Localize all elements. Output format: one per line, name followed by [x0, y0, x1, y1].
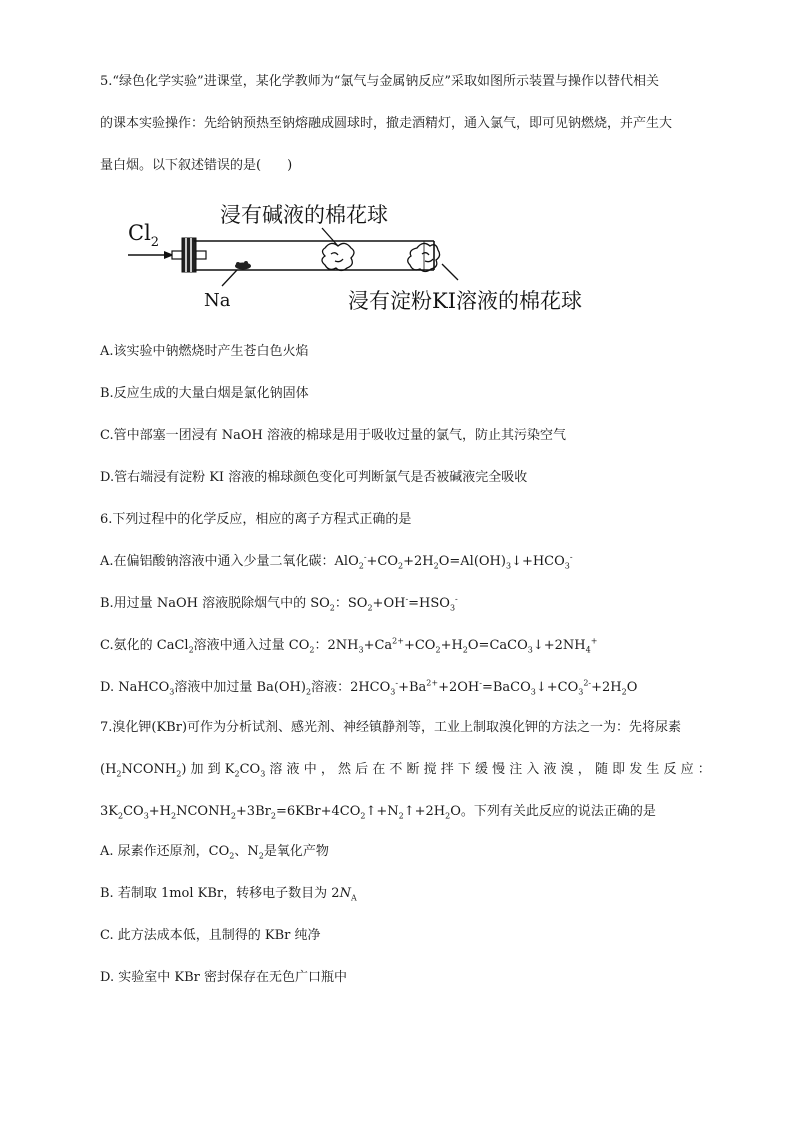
q5-option-a: A.该实验中钠燃烧时产生苍白色火焰 — [100, 344, 309, 359]
sodium-pellet — [235, 261, 251, 270]
q6-option-d: D. NaHCO$_3$溶液中加过量 $Ba(OH)_2$溶液：$2HCO_3^-+Ba^{2+}+2OH^-=BaCO_3↓+CO_3^{2-}+2H_2O$ — [100, 678, 638, 697]
alkali-cotton-label: 浸有碱液的棉花球 — [220, 203, 388, 227]
q7-option-b: B. 若制取 1mol KBr，转移电子数目为 $2N_A$ — [100, 886, 357, 903]
q5-option-b: B.反应生成的大量白烟是氯化钠固体 — [100, 386, 309, 401]
q6-option-a: A.在偏铝酸钠溶液中通入少量二氧化碳：$AlO_2^-+CO_2+2H_2O=Al(OH)_3↓+HCO_3^-$ — [100, 552, 573, 571]
q7-option-d: D. 实验室中 KBr 密封保存在无色广口瓶中 — [100, 970, 347, 985]
q6-stem: 6.下列过程中的化学反应，相应的离子方程式正确的是 — [100, 512, 412, 527]
cl2-label: $Cl_2$ — [128, 221, 160, 250]
na-pointer — [222, 270, 237, 286]
q5-option-d: D.管右端浸有淀粉 KI 溶液的棉球颜色变化可判断氯气是否被碱液完全吸收 — [100, 470, 528, 485]
apparatus-diagram — [122, 196, 622, 320]
q7-option-a: A. 尿素作还原剂，$CO_2$、$N_2$是氧化产物 — [100, 844, 329, 861]
q5-option-c: C.管中部塞一团浸有 NaOH 溶液的棉球是用于吸收过量的氯气，防止其污染空气 — [100, 428, 567, 443]
q7-option-c: C. 此方法成本低，且制得的 KBr 纯净 — [100, 928, 321, 943]
q5-stem-line2: 的课本实验操作：先给钠预热至钠熔融成圆球时，撤走酒精灯，通入氯气，即可见钠燃烧，并产生大 — [100, 116, 673, 131]
q7-stem-line2: $(H_2NCONH_2)$ 加 到 $K_2CO_3$ 溶 液 中 ， 然 后 在 不 断 搅 拌 下 缓 慢 注 入 液 溴 ， 随 即 发 生 反 应 ： — [100, 762, 711, 779]
q6-option-c: C.氨化的 CaCl$_2$溶液中通入过量 $CO_2$：$2NH_3+Ca^{2+}+CO_2+H_2O=CaCO_3↓+2NH_4^+$ — [100, 636, 598, 655]
starch-ki-cotton-label: 浸有淀粉KI溶液的棉花球 — [348, 289, 582, 313]
q6-option-b: B.用过量 NaOH 溶液脱除烟气中的 $SO_2$：$SO_2+OH^-=HSO_3^-$ — [100, 594, 458, 613]
rubber-stopper — [182, 238, 196, 272]
q5-stem-line1: 5.“绿色化学实验”进课堂，某化学教师为“氯气与金属钠反应”采取如图所示装置与操作以替代相关 — [100, 74, 659, 89]
na-label: Na — [204, 290, 231, 311]
q7-stem-line1: 7.溴化钾(KBr)可作为分析试剂、感光剂、神经镇静剂等，工业上制取溴化钾的方法之一为：先将尿素 — [100, 720, 682, 735]
starch-ki-pointer — [442, 264, 458, 280]
q5-stem-line3: 量白烟。以下叙述错误的是( ) — [100, 158, 293, 173]
q7-stem-line3: $3K_2CO_3+H_2NCONH_2+3Br_2=6KBr+4CO_2↑+N_2↑+2H_2O$。下列有关此反应的说法正确的是 — [100, 804, 656, 821]
cotton-ball-alkali — [322, 243, 354, 270]
